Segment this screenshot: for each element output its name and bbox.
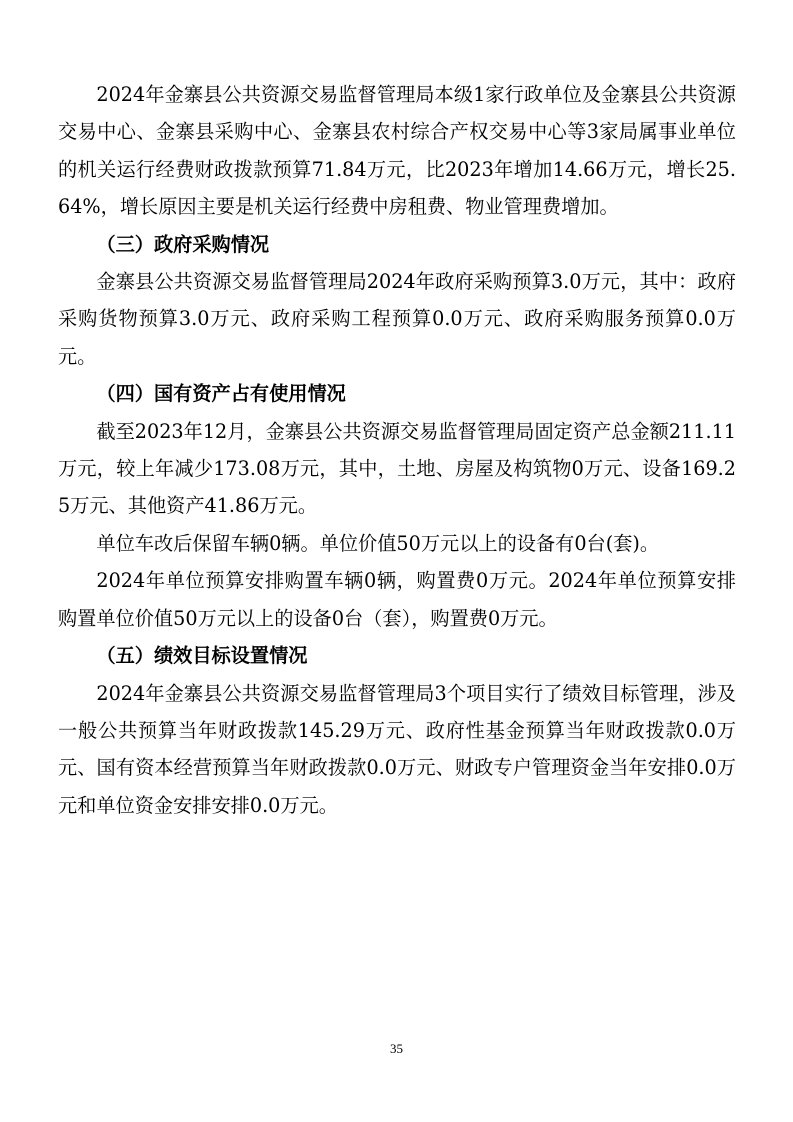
- paragraph-vehicles-retained: 单位车改后保留车辆0辆。单位价值50万元以上的设备有0台(套)。: [96, 531, 660, 555]
- heading-performance-goals: （五）绩效目标设置情况: [96, 644, 308, 668]
- paragraph-government-procurement: 金寨县公共资源交易监督管理局2024年政府采购预算3.0万元，其中：政府采购货物预算3.0万元、政府采购工程预算0.0万元、政府采购服务预算0.0万元。: [58, 270, 736, 368]
- document-body: [58, 76, 736, 824]
- paragraph-performance-goals: 2024年金寨县公共资源交易监督管理局3个项目实行了绩效目标管理，涉及一般公共预算当年财政拨款145.29万元、政府性基金预算当年财政拨款0.0万元、国有资本经营预算当年财政拨款0.0万元、财政专户管理资金当年安排0.0万元和单位资金安排安排0.0万元。: [58, 681, 736, 817]
- paragraph-fixed-assets: 截至2023年12月，金寨县公共资源交易监督管理局固定资产总金额211.11万元，较上年减少173.08万元，其中，土地、房屋及构筑物0万元、设备169.25万元、其他资产41.86万元。: [58, 419, 736, 518]
- heading-state-assets: （四）国有资产占有使用情况: [96, 382, 346, 406]
- paragraph-operating-expenses: 2024年金寨县公共资源交易监督管理局本级1家行政单位及金寨县公共资源交易中心、金寨县采购中心、金寨县农村综合产权交易中心等3家局属事业单位的机关运行经费财政拨款预算71.84万元，比2023年增加14.66万元，增长25.64%，增长原因主要是机关运行经费中房租费、物业管理费增加。: [58, 83, 736, 219]
- heading-government-procurement: （三）政府采购情况: [96, 232, 270, 256]
- page-number: 35: [390, 1041, 403, 1056]
- paragraph-vehicle-purchase: 2024年单位预算安排购置车辆0辆，购置费0万元。2024年单位预算安排购置单位价值50万元以上的设备0台（套），购置费0万元。: [58, 569, 736, 630]
